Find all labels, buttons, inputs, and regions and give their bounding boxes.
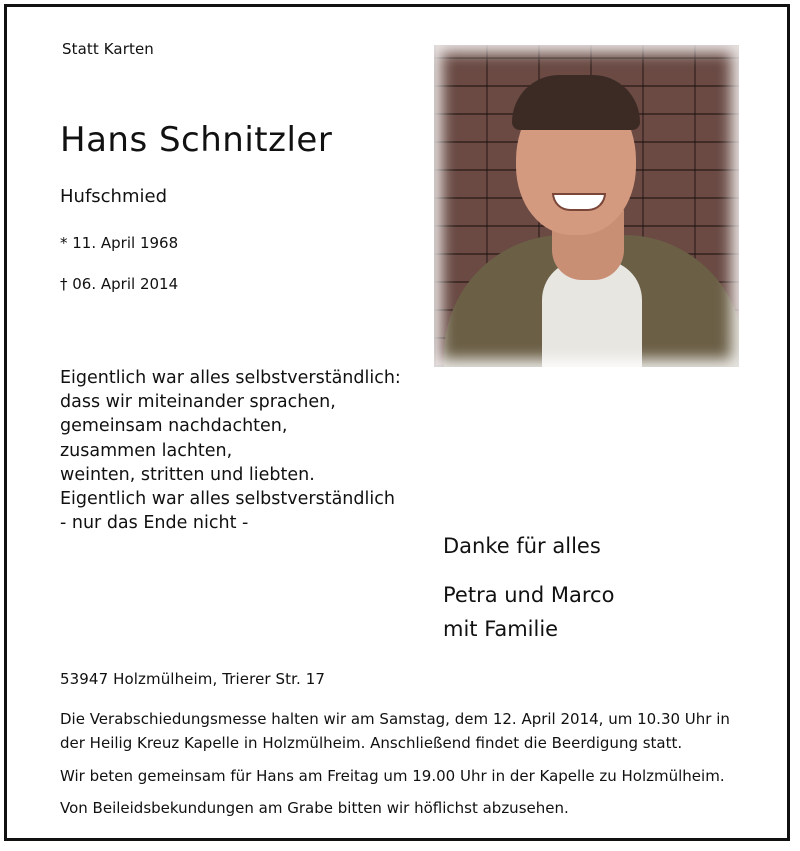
poem-line: weinten, stritten und liebten. bbox=[60, 464, 315, 485]
poem-line: Eigentlich war alles selbstverständlich bbox=[60, 489, 395, 510]
condolence-note: Von Beileidsbekundungen am Grabe bitten wir höflichst abzusehen. bbox=[60, 799, 569, 817]
family-line-1: Petra und Marco bbox=[443, 583, 615, 607]
birth-date: * 11. April 1968 bbox=[60, 234, 179, 252]
poem-line: Eigentlich war alles selbstverständlich: bbox=[60, 368, 401, 388]
family-line-2: mit Familie bbox=[443, 617, 559, 641]
header-text: Statt Karten bbox=[62, 40, 154, 58]
poem-line: gemeinsam nachdachten, bbox=[60, 416, 288, 437]
thanks-text: Danke für alles bbox=[443, 534, 601, 558]
portrait-photo bbox=[434, 45, 739, 367]
poem-line: - nur das Ende nicht - bbox=[60, 513, 249, 534]
service-line: der Heilig Kreuz Kapelle in Holzmülheim. Anschließend findet die Beerdigung statt. bbox=[60, 734, 683, 752]
deceased-name: Hans Schnitzler bbox=[60, 120, 333, 160]
address: 53947 Holzmülheim, Trierer Str. 17 bbox=[60, 670, 326, 688]
poem-line: zusammen lachten, bbox=[60, 440, 233, 461]
occupation: Hufschmied bbox=[60, 186, 167, 207]
poem bbox=[60, 366, 401, 535]
service-line: Die Verabschiedungsmesse halten wir am Samstag, dem 12. April 2014, um 10.30 Uhr in bbox=[60, 710, 730, 728]
service-info bbox=[60, 707, 730, 755]
poem-line: dass wir miteinander sprachen, bbox=[60, 392, 336, 413]
death-date: † 06. April 2014 bbox=[60, 275, 179, 293]
prayer-info: Wir beten gemeinsam für Hans am Freitag um 19.00 Uhr in der Kapelle zu Holzmülheim. bbox=[60, 767, 725, 785]
